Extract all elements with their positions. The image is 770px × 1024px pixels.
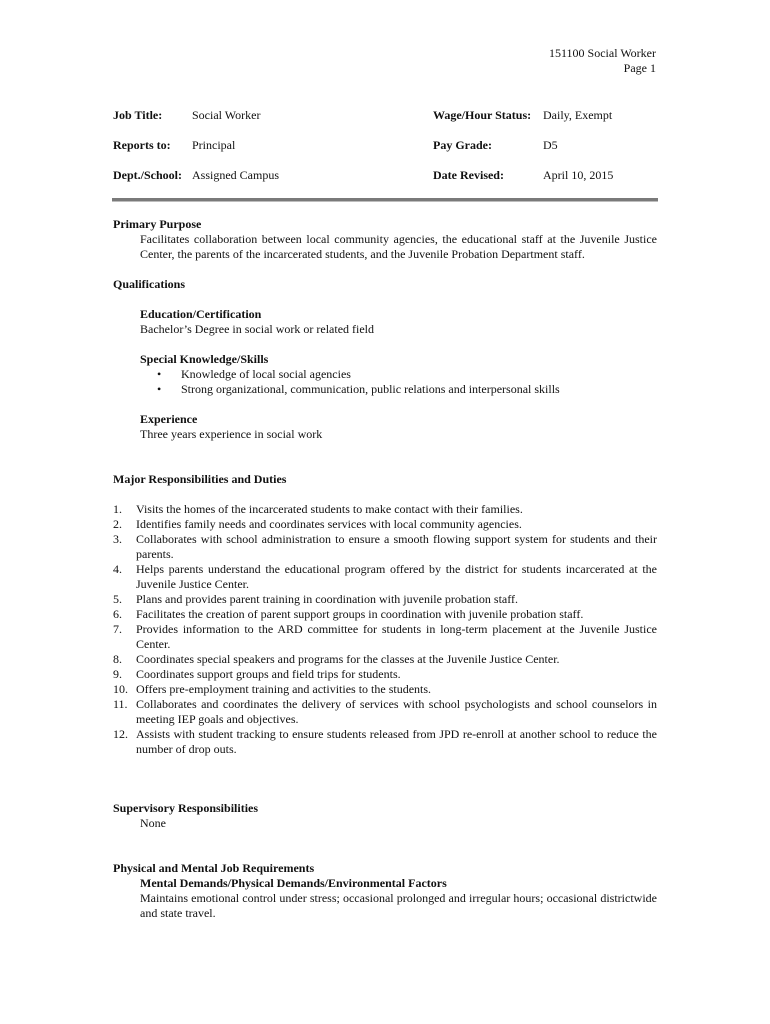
bullet-icon: • bbox=[157, 367, 162, 381]
wage-status-label: Wage/Hour Status: bbox=[433, 108, 532, 122]
job-meta-table bbox=[113, 108, 658, 198]
item-text: Facilitates the creation of parent support groups in coordination with juvenile probation staff. bbox=[136, 607, 584, 621]
supervisory-heading: Supervisory Responsibilities bbox=[113, 801, 259, 815]
item-text: Coordinates support groups and field trips for students. bbox=[136, 667, 401, 681]
item-text: Helps parents understand the educational program offered by the district for students incarcerated at the Juvenile Justice Center. bbox=[136, 562, 657, 591]
item-number: 4. bbox=[113, 562, 122, 576]
item-number: 11. bbox=[113, 697, 128, 711]
dept-label: Dept./School: bbox=[113, 168, 182, 182]
list-item bbox=[113, 592, 657, 607]
skills-list bbox=[113, 367, 657, 397]
responsibilities-heading: Major Responsibilities and Duties bbox=[113, 472, 287, 486]
list-item bbox=[113, 502, 657, 517]
item-text: Visits the homes of the incarcerated students to make contact with their families. bbox=[136, 502, 523, 516]
primary-purpose-text: Facilitates collaboration between local community agencies, the educational staff at the Juvenile Justice Center, the parents of the incarcerated students, and the Juvenile Probation Department staff. bbox=[140, 232, 657, 261]
wage-status-value: Daily, Exempt bbox=[543, 108, 613, 122]
skills-heading: Special Knowledge/Skills bbox=[140, 352, 269, 366]
reports-to-label: Reports to: bbox=[113, 138, 171, 152]
page-number: Page 1 bbox=[623, 61, 656, 75]
item-number: 10. bbox=[113, 682, 128, 696]
experience-heading: Experience bbox=[140, 412, 198, 426]
meta-row bbox=[113, 168, 658, 198]
list-item bbox=[113, 562, 657, 592]
list-item bbox=[140, 382, 657, 397]
demands-text: Maintains emotional control under stress; occasional prolonged and irregular hours; occasional districtwide and state travel. bbox=[140, 891, 657, 920]
meta-row bbox=[113, 108, 658, 138]
item-text: Offers pre-employment training and activities to the students. bbox=[136, 682, 432, 696]
item-text: Collaborates and coordinates the delivery of services with school psychologists and school counselors in meeting IEP goals and objectives. bbox=[136, 697, 657, 726]
experience-text: Three years experience in social work bbox=[140, 427, 323, 441]
list-item bbox=[113, 727, 657, 757]
item-number: 6. bbox=[113, 607, 122, 621]
list-item bbox=[113, 622, 657, 652]
header-divider bbox=[112, 198, 658, 202]
item-text: Identifies family needs and coordinates services with local community agencies. bbox=[136, 517, 522, 531]
item-number: 7. bbox=[113, 622, 122, 636]
bullet-icon: • bbox=[157, 382, 162, 396]
qualifications-heading: Qualifications bbox=[113, 277, 186, 291]
skill-text: Knowledge of local social agencies bbox=[181, 367, 351, 381]
page-header bbox=[549, 46, 656, 76]
item-text: Coordinates special speakers and programs for the classes at the Juvenile Justice Center. bbox=[136, 652, 560, 666]
item-number: 2. bbox=[113, 517, 122, 531]
item-number: 1. bbox=[113, 502, 122, 516]
list-item bbox=[113, 517, 657, 532]
list-item bbox=[113, 532, 657, 562]
primary-purpose-heading: Primary Purpose bbox=[113, 217, 202, 231]
job-title-value: Social Worker bbox=[192, 108, 261, 122]
item-number: 9. bbox=[113, 667, 122, 681]
pay-grade-value: D5 bbox=[543, 138, 558, 152]
item-text: Provides information to the ARD committee for students in long-term placement at the Juvenile Justice Center. bbox=[136, 622, 657, 651]
list-item bbox=[113, 667, 657, 682]
dept-value: Assigned Campus bbox=[192, 168, 279, 182]
skill-text: Strong organizational, communication, public relations and interpersonal skills bbox=[181, 382, 560, 396]
item-text: Collaborates with school administration to ensure a smooth flowing support system for students and their parents. bbox=[136, 532, 657, 561]
item-text: Plans and provides parent training in coordination with juvenile probation staff. bbox=[136, 592, 519, 606]
document-code: 151100 Social Worker bbox=[548, 46, 656, 60]
item-number: 5. bbox=[113, 592, 122, 606]
supervisory-text: None bbox=[140, 816, 166, 830]
date-revised-label: Date Revised: bbox=[433, 168, 504, 182]
document-body bbox=[113, 217, 657, 921]
pay-grade-label: Pay Grade: bbox=[433, 138, 492, 152]
item-number: 12. bbox=[113, 727, 128, 741]
date-revised-value: April 10, 2015 bbox=[543, 168, 614, 182]
list-item bbox=[140, 367, 657, 382]
physical-mental-heading: Physical and Mental Job Requirements bbox=[113, 861, 315, 875]
item-number: 8. bbox=[113, 652, 122, 666]
list-item bbox=[113, 607, 657, 622]
meta-row bbox=[113, 138, 658, 168]
responsibilities-list bbox=[113, 502, 657, 757]
demands-heading: Mental Demands/Physical Demands/Environmental Factors bbox=[140, 876, 447, 890]
education-text: Bachelor’s Degree in social work or related field bbox=[140, 322, 375, 336]
job-title-label: Job Title: bbox=[113, 108, 163, 122]
education-heading: Education/Certification bbox=[140, 307, 262, 321]
list-item bbox=[113, 697, 657, 727]
reports-to-value: Principal bbox=[192, 138, 236, 152]
item-text: Assists with student tracking to ensure students released from JPD re-enroll at another school to reduce the number of drop outs. bbox=[136, 727, 657, 756]
list-item bbox=[113, 682, 657, 697]
item-number: 3. bbox=[113, 532, 122, 546]
list-item bbox=[113, 652, 657, 667]
